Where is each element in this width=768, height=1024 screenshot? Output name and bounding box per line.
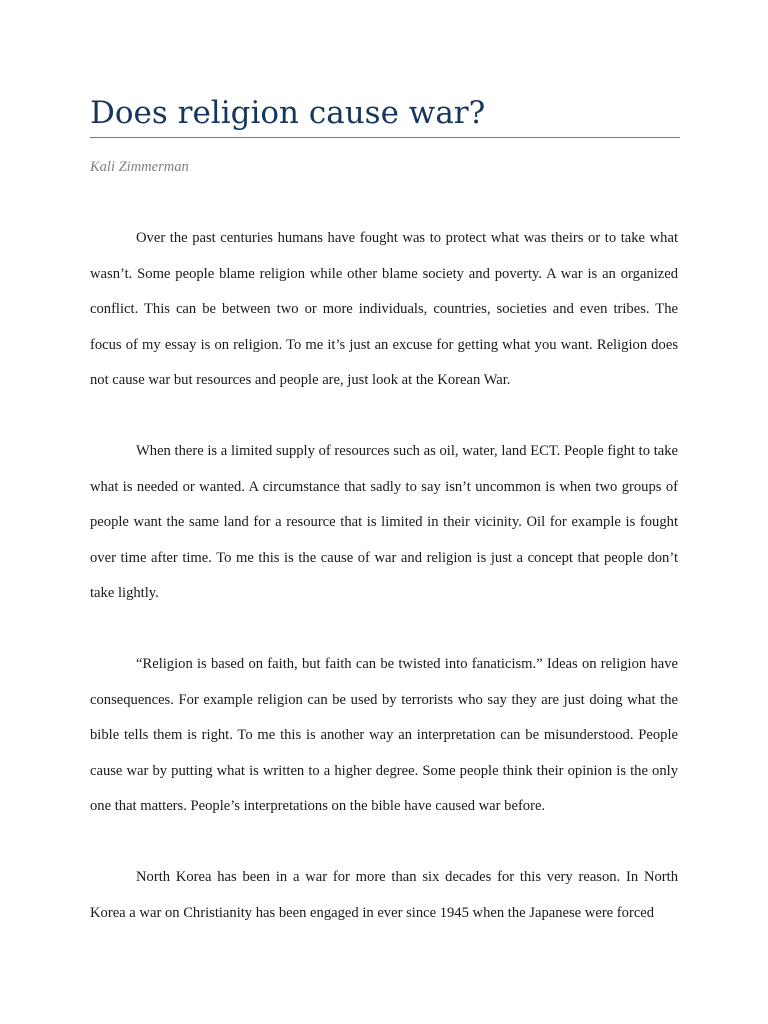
paragraph-3: “Religion is based on faith, but faith can be twisted into fanaticism.” Ideas on religion have consequences. For example religion can be used by terrorists who say they are just doing what the bible tells them is right. To me this is another way an interpretation can be misunderstood. People cause war by putting what is written to a higher degree. Some people think their opinion is the only one that matters. People’s interpretations on the bible have caused war before. (90, 656, 678, 814)
document-title: Does religion cause war? (90, 95, 486, 131)
author-name: Kali Zimmerman (90, 159, 189, 175)
essay-body (90, 221, 678, 967)
paragraph-4: North Korea has been in a war for more than six decades for this very reason. In North Korea a war on Christianity has been engaged in ever since 1945 when the Japanese were forced (90, 869, 678, 921)
paragraph-2: When there is a limited supply of resources such as oil, water, land ECT. People fight to take what is needed or wanted. A circumstance that sadly to say isn’t uncommon is when two groups of people want the same land for a resource that is limited in their vicinity. Oil for example is fought over time after time. To me this is the cause of war and religion is just a concept that people don’t take lightly. (90, 443, 678, 601)
title-underline-rule (90, 137, 680, 138)
paragraph-1: Over the past centuries humans have fought was to protect what was theirs or to take what wasn’t. Some people blame religion while other blame society and poverty. A war is an organized conflict. This can be between two or more individuals, countries, societies and even tribes. The focus of my essay is on religion. To me it’s just an excuse for getting what you want. Religion does not cause war but resources and people are, just look at the Korean War. (90, 230, 678, 388)
